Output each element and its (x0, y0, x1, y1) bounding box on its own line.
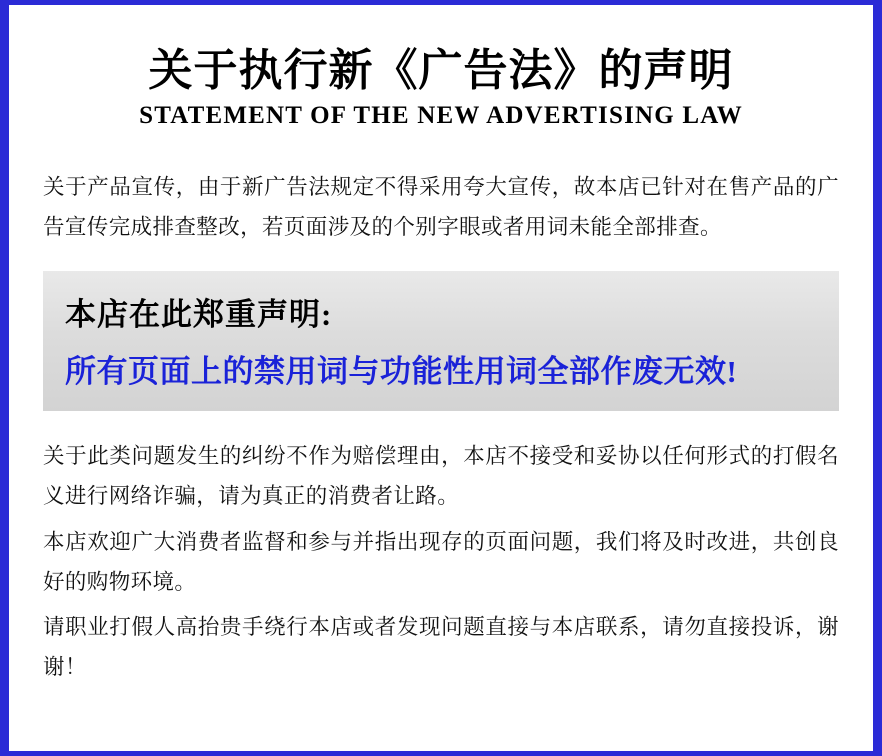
callout-box (43, 271, 839, 411)
body-paragraph-2: 本店欢迎广大消费者监督和参与并指出现存的页面问题，我们将及时改进，共创良好的购物环境。 (43, 529, 839, 594)
page-title-cn: 关于执行新《广告法》的声明 (148, 46, 734, 95)
callout-heading: 本店在此郑重声明: (65, 297, 333, 333)
intro-paragraph: 关于产品宣传，由于新广告法规定不得采用夸大宣传，故本店已针对在售产品的广告宣传完成排查整改，若页面涉及的个别字眼或者用词未能全部排查。 (43, 174, 839, 239)
callout-statement: 所有页面上的禁用词与功能性用词全部作废无效! (65, 354, 738, 390)
body-paragraph-1: 关于此类问题发生的纠纷不作为赔偿理由，本店不接受和妥协以任何形式的打假名义进行网络诈骗，请为真正的消费者让路。 (43, 444, 839, 509)
page-content (9, 5, 873, 688)
body-paragraphs (43, 437, 839, 688)
page-title-en: STATEMENT OF THE NEW ADVERTISING LAW (139, 101, 743, 129)
body-paragraph-3: 请职业打假人高抬贵手绕行本店或者发现问题直接与本店联系，请勿直接投诉，谢谢！ (43, 615, 839, 680)
